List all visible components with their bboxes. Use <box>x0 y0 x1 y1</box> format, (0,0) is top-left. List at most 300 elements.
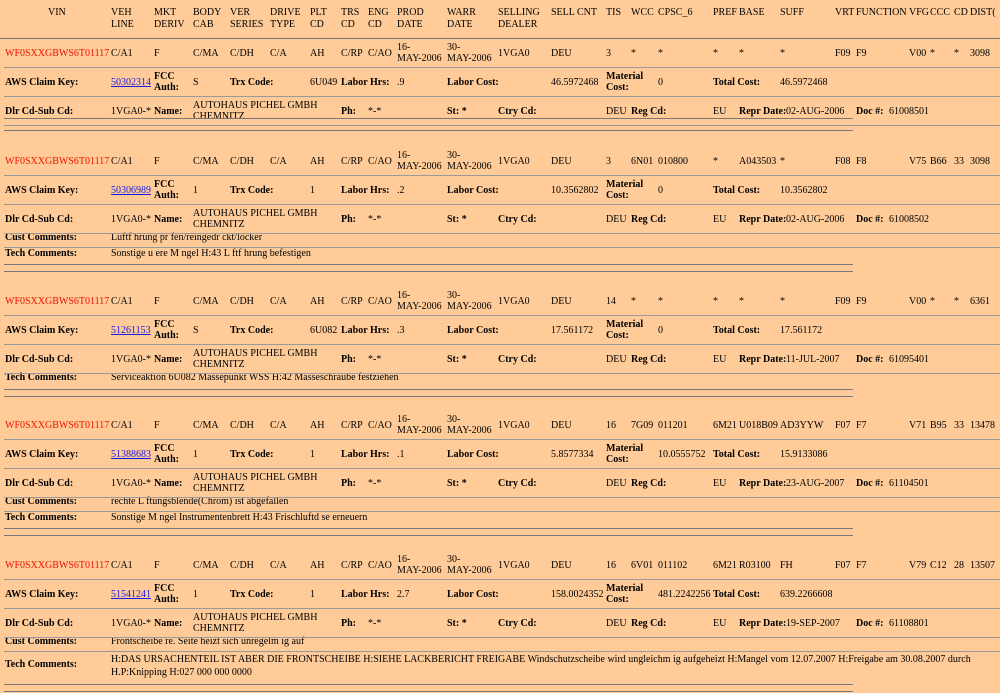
header-drive-type: DRIVE TYPE <box>270 7 301 30</box>
plt-cd-value: AH <box>310 296 325 307</box>
ph-label: Ph: <box>341 354 356 365</box>
vrt-value: F09 <box>835 296 851 307</box>
header-suff: SUFF <box>780 7 804 18</box>
record-separator <box>4 535 853 536</box>
trx-code-label: Trx Code: <box>230 449 274 460</box>
material-cost-value: 0 <box>658 185 663 196</box>
tech-comments-value: Serviceaktion 6U082 Massepunkt WSS H:42 Masseschraube festziehen <box>111 372 399 383</box>
trx-code-label: Trx Code: <box>230 77 274 88</box>
st-label: St: * <box>447 106 467 117</box>
name-label: Name: <box>154 214 183 225</box>
record-separator <box>4 271 853 272</box>
trx-code-label: Trx Code: <box>230 325 274 336</box>
ctry-cd-label: Ctry Cd: <box>498 478 537 489</box>
tis-value: 3 <box>606 48 611 59</box>
veh-line-value: C/A1 <box>111 156 133 167</box>
dlr-cd-sub-cd-label: Dlr Cd-Sub Cd: <box>5 478 74 489</box>
ccc-value: B66 <box>930 156 947 167</box>
claim-key-link[interactable]: 51261153 <box>111 325 151 336</box>
tech-comments-value: Sonstige M ngel Instrumentenbrett H:43 Frischluftd se erneuern <box>111 512 368 523</box>
suff-value: AD3YYW <box>780 420 824 431</box>
fcc-auth-label: FCC Auth: <box>154 71 180 93</box>
drive-type-value: C/A <box>270 560 287 571</box>
aws-claim-key-label: AWS Claim Key: <box>5 449 79 460</box>
sell-cnt-value: DEU <box>551 420 572 431</box>
doc-label: Doc #: <box>856 214 884 225</box>
repr-date-label: Repr Date: <box>739 214 787 225</box>
ph-value: *-* <box>368 214 382 225</box>
trs-cd-value: C/RP <box>341 420 363 431</box>
drive-type-value: C/A <box>270 156 287 167</box>
vfg-value: V71 <box>909 420 927 431</box>
warr-date-value: 30- MAY-2006 <box>447 554 492 576</box>
tech-comments-label: Tech Comments: <box>5 248 78 259</box>
total-cost-value: 10.3562802 <box>780 185 828 196</box>
fcc-auth-value: 1 <box>193 185 198 196</box>
fcc-auth-label: FCC Auth: <box>154 319 180 341</box>
total-cost-label: Total Cost: <box>713 77 761 88</box>
st-label: St: * <box>447 618 467 629</box>
header-plt-cd: PLT CD <box>310 7 327 30</box>
mkt-deriv-value: F <box>154 420 160 431</box>
mkt-deriv-value: F <box>154 48 160 59</box>
cust-comments-label: Cust Comments: <box>5 496 77 507</box>
dealer-name-value: AUTOHAUS PICHEL GMBH CHEMNITZ <box>193 472 318 494</box>
st-label: St: * <box>447 354 467 365</box>
aws-claim-key-label: AWS Claim Key: <box>5 185 79 196</box>
st-label: St: * <box>447 478 467 489</box>
wcc-value: * <box>631 48 636 59</box>
row-divider <box>4 439 1000 440</box>
veh-line-value: C/A1 <box>111 48 133 59</box>
material-cost-label: Material Cost: <box>606 319 644 341</box>
function-value: F9 <box>856 296 867 307</box>
name-label: Name: <box>154 618 183 629</box>
vin-value: WF0SXXGBWS6T01117 <box>5 560 110 571</box>
trx-code-value: 1 <box>310 589 315 600</box>
body-cab-value: C/MA <box>193 560 219 571</box>
cd-value: 33 <box>954 420 964 431</box>
trs-cd-value: C/RP <box>341 48 363 59</box>
header-warr-date: WARR DATE <box>447 7 476 30</box>
vrt-value: F08 <box>835 156 851 167</box>
row-divider <box>4 125 1000 126</box>
ctry-cd-value: DEU <box>606 478 627 489</box>
aws-claim-key-label: AWS Claim Key: <box>5 77 79 88</box>
vin-value: WF0SXXGBWS6T01117 <box>5 296 110 307</box>
aws-claim-key-label: AWS Claim Key: <box>5 589 79 600</box>
material-cost-value: 0 <box>658 77 663 88</box>
claim-key-link[interactable]: 51388683 <box>111 449 151 460</box>
sell-cnt-value: DEU <box>551 296 572 307</box>
row-divider <box>4 175 1000 176</box>
drive-type-value: C/A <box>270 48 287 59</box>
wcc-value: 6V01 <box>631 560 654 571</box>
header-dist: DIST( <box>970 7 996 18</box>
total-cost-value: 46.5972468 <box>780 77 828 88</box>
record-separator <box>4 684 853 685</box>
fcc-auth-value: 1 <box>193 589 198 600</box>
dealer-name-value: AUTOHAUS PICHEL GMBH CHEMNITZ <box>193 100 318 122</box>
cpsc-value: * <box>658 296 663 307</box>
doc-label: Doc #: <box>856 618 884 629</box>
ccc-value: * <box>930 296 935 307</box>
record-separator <box>4 691 853 692</box>
row-divider <box>4 247 1000 248</box>
header-base: BASE <box>739 7 765 18</box>
labor-hrs-label: Labor Hrs: <box>341 449 390 460</box>
dlr-cd-sub-cd-label: Dlr Cd-Sub Cd: <box>5 214 74 225</box>
selling-dealer-value: 1VGA0 <box>498 296 530 307</box>
header-mkt-deriv: MKT DERIV <box>154 7 185 30</box>
dist-value: 3098 <box>970 156 990 167</box>
selling-dealer-value: 1VGA0 <box>498 560 530 571</box>
header-cd: CD <box>954 7 968 18</box>
record-separator <box>4 118 853 119</box>
vfg-value: V75 <box>909 156 927 167</box>
claim-key-link[interactable]: 51541241 <box>111 589 151 600</box>
labor-cost-label: Labor Cost: <box>447 449 499 460</box>
warr-date-value: 30- MAY-2006 <box>447 150 492 172</box>
prod-date-value: 16- MAY-2006 <box>397 554 442 576</box>
dlr-cd-sub-cd-label: Dlr Cd-Sub Cd: <box>5 106 74 117</box>
labor-hrs-label: Labor Hrs: <box>341 589 390 600</box>
trx-code-value: 1 <box>310 449 315 460</box>
material-cost-label: Material Cost: <box>606 71 644 93</box>
ph-label: Ph: <box>341 618 356 629</box>
material-cost-label: Material Cost: <box>606 583 644 605</box>
tech-comments-value: Sonstige u ere M ngel H:43 L ftf hrung befestigen <box>111 248 311 259</box>
name-label: Name: <box>154 106 183 117</box>
header-ccc: CCC <box>930 7 951 18</box>
ver-series-value: C/DH <box>230 156 254 167</box>
doc-value: 61008501 <box>889 106 929 117</box>
cd-value: * <box>954 48 959 59</box>
cpsc-value: * <box>658 48 663 59</box>
dlr-cd-sub-cd-value: 1VGA0-* <box>111 478 151 489</box>
fcc-auth-value: 1 <box>193 449 198 460</box>
repr-date-value: 02-AUG-2006 <box>786 106 845 117</box>
warr-date-value: 30- MAY-2006 <box>447 414 492 436</box>
labor-cost-value: 158.0024352 <box>551 589 604 600</box>
base-value: U018B09 <box>739 420 778 431</box>
suff-value: * <box>780 48 785 59</box>
sell-cnt-value: DEU <box>551 48 572 59</box>
suff-value: FH <box>780 560 793 571</box>
body-cab-value: C/MA <box>193 420 219 431</box>
ver-series-value: C/DH <box>230 560 254 571</box>
record-separator <box>4 396 853 397</box>
body-cab-value: C/MA <box>193 156 219 167</box>
record-separator <box>4 264 853 265</box>
tis-value: 3 <box>606 156 611 167</box>
header-wcc: WCC <box>631 7 654 18</box>
ctry-cd-value: DEU <box>606 106 627 117</box>
dlr-cd-sub-cd-label: Dlr Cd-Sub Cd: <box>5 618 74 629</box>
mkt-deriv-value: F <box>154 296 160 307</box>
header-trs-cd: TRS CD <box>341 7 360 30</box>
name-label: Name: <box>154 478 183 489</box>
wcc-value: * <box>631 296 636 307</box>
labor-hrs-label: Labor Hrs: <box>341 77 390 88</box>
plt-cd-value: AH <box>310 420 325 431</box>
row-divider <box>4 67 1000 68</box>
plt-cd-value: AH <box>310 156 325 167</box>
ctry-cd-label: Ctry Cd: <box>498 214 537 225</box>
labor-cost-label: Labor Cost: <box>447 185 499 196</box>
trx-code-label: Trx Code: <box>230 589 274 600</box>
dlr-cd-sub-cd-value: 1VGA0-* <box>111 106 151 117</box>
reg-cd-value: EU <box>713 106 727 117</box>
ccc-value: * <box>930 48 935 59</box>
name-label: Name: <box>154 354 183 365</box>
wcc-value: 6N01 <box>631 156 654 167</box>
total-cost-label: Total Cost: <box>713 185 761 196</box>
vin-value: WF0SXXGBWS6T01117 <box>5 420 110 431</box>
repr-date-label: Repr Date: <box>739 618 787 629</box>
total-cost-value: 17.561172 <box>780 325 823 336</box>
labor-cost-label: Labor Cost: <box>447 589 499 600</box>
tech-comments-label: Tech Comments: <box>5 372 78 383</box>
repr-date-value: 11-JUL-2007 <box>786 354 840 365</box>
plt-cd-value: AH <box>310 560 325 571</box>
reg-cd-label: Reg Cd: <box>631 106 667 117</box>
claim-key-link[interactable]: 50302314 <box>111 77 151 88</box>
header-vrt: VRT <box>835 7 855 18</box>
repr-date-label: Repr Date: <box>739 354 787 365</box>
mkt-deriv-value: F <box>154 560 160 571</box>
material-cost-value: 0 <box>658 325 663 336</box>
ph-label: Ph: <box>341 214 356 225</box>
vfg-value: V00 <box>909 48 927 59</box>
fcc-auth-label: FCC Auth: <box>154 443 180 465</box>
labor-hrs-value: .2 <box>397 185 405 196</box>
repr-date-value: 19-SEP-2007 <box>786 618 840 629</box>
cust-comments-label: Cust Comments: <box>5 636 77 647</box>
row-divider <box>4 608 1000 609</box>
eng-cd-value: C/AO <box>368 156 392 167</box>
repr-date-label: Repr Date: <box>739 106 787 117</box>
eng-cd-value: C/AO <box>368 560 392 571</box>
reg-cd-value: EU <box>713 354 727 365</box>
selling-dealer-value: 1VGA0 <box>498 156 530 167</box>
prod-date-value: 16- MAY-2006 <box>397 42 442 64</box>
row-divider <box>4 233 1000 234</box>
repr-date-label: Repr Date: <box>739 478 787 489</box>
mkt-deriv-value: F <box>154 156 160 167</box>
row-divider <box>4 511 1000 512</box>
vin-value: WF0SXXGBWS6T01117 <box>5 48 110 59</box>
claim-key-link[interactable]: 50306989 <box>111 185 151 196</box>
fcc-auth-value: S <box>193 325 199 336</box>
ccc-value: C12 <box>930 560 947 571</box>
selling-dealer-value: 1VGA0 <box>498 48 530 59</box>
ctry-cd-value: DEU <box>606 214 627 225</box>
header-vin: VIN <box>48 7 66 18</box>
cust-comments-value: Frontscheibe re. Seite heizt sich unregelm ig auf <box>111 636 305 647</box>
body-cab-value: C/MA <box>193 48 219 59</box>
ctry-cd-value: DEU <box>606 354 627 365</box>
ver-series-value: C/DH <box>230 420 254 431</box>
pref-value: * <box>713 48 718 59</box>
header-veh-line: VEH LINE <box>111 7 134 30</box>
fcc-auth-label: FCC Auth: <box>154 179 180 201</box>
dlr-cd-sub-cd-value: 1VGA0-* <box>111 354 151 365</box>
labor-cost-value: 5.8577334 <box>551 449 594 460</box>
ctry-cd-value: DEU <box>606 618 627 629</box>
plt-cd-value: AH <box>310 48 325 59</box>
prod-date-value: 16- MAY-2006 <box>397 290 442 312</box>
cust-comments-value: Luftf hrung pr fen/reingedr ckt/locker <box>111 232 263 243</box>
cpsc-value: 011201 <box>658 420 688 431</box>
repr-date-value: 23-AUG-2007 <box>786 478 845 489</box>
drive-type-value: C/A <box>270 420 287 431</box>
labor-cost-label: Labor Cost: <box>447 77 499 88</box>
header-pref: PREF <box>713 7 737 18</box>
dealer-name-value: AUTOHAUS PICHEL GMBH CHEMNITZ <box>193 612 318 634</box>
dealer-name-value: AUTOHAUS PICHEL GMBH CHEMNITZ <box>193 208 318 230</box>
base-value: * <box>739 48 744 59</box>
vin-value: WF0SXXGBWS6T01117 <box>5 156 110 167</box>
trx-code-label: Trx Code: <box>230 185 274 196</box>
row-divider <box>4 204 1000 205</box>
labor-cost-value: 10.3562802 <box>551 185 599 196</box>
ctry-cd-label: Ctry Cd: <box>498 618 537 629</box>
material-cost-label: Material Cost: <box>606 179 644 201</box>
labor-cost-value: 17.561172 <box>551 325 594 336</box>
reg-cd-label: Reg Cd: <box>631 478 667 489</box>
eng-cd-value: C/AO <box>368 420 392 431</box>
wcc-value: 7G09 <box>631 420 654 431</box>
veh-line-value: C/A1 <box>111 420 133 431</box>
base-value: * <box>739 296 744 307</box>
eng-cd-value: C/AO <box>368 48 392 59</box>
veh-line-value: C/A1 <box>111 296 133 307</box>
tech-comments-value: H:DAS URSACHENTEIL IST ABER DIE FRONTSCHEIBE H:SIEHE LACKBERICHT FREIGABE Windschutzscheibe wird ungleichm ig aufgeheizt H:Mangel vom 12.07.2007 H:Freigabe am 30.08.2007 durch H.P:Knipping H:027 000 000 0000 <box>111 654 971 678</box>
cd-value: 28 <box>954 560 964 571</box>
record-separator <box>4 389 853 390</box>
pref-value: 6M21 <box>713 420 737 431</box>
record-separator <box>4 130 853 131</box>
veh-line-value: C/A1 <box>111 560 133 571</box>
header-selling-dealer: SELLING DEALER <box>498 7 540 30</box>
prod-date-value: 16- MAY-2006 <box>397 414 442 436</box>
ver-series-value: C/DH <box>230 296 254 307</box>
material-cost-label: Material Cost: <box>606 443 644 465</box>
tech-comments-label: Tech Comments: <box>5 512 78 523</box>
reg-cd-value: EU <box>713 214 727 225</box>
reg-cd-label: Reg Cd: <box>631 354 667 365</box>
repr-date-value: 02-AUG-2006 <box>786 214 845 225</box>
total-cost-label: Total Cost: <box>713 325 761 336</box>
ph-value: *-* <box>368 354 382 365</box>
trs-cd-value: C/RP <box>341 296 363 307</box>
trx-code-value: 1 <box>310 185 315 196</box>
header-sell-cnt: SELL CNT <box>551 7 598 18</box>
doc-label: Doc #: <box>856 478 884 489</box>
labor-hrs-value: .1 <box>397 449 405 460</box>
cd-value: * <box>954 296 959 307</box>
cpsc-value: 010800 <box>658 156 688 167</box>
selling-dealer-value: 1VGA0 <box>498 420 530 431</box>
base-value: A043503 <box>739 156 777 167</box>
header-tis: TIS <box>606 7 621 18</box>
tis-value: 14 <box>606 296 616 307</box>
reg-cd-value: EU <box>713 478 727 489</box>
ph-value: *-* <box>368 478 382 489</box>
dist-value: 13478 <box>970 420 995 431</box>
header-cpsc-6: CPSC_6 <box>658 7 693 18</box>
vfg-value: V00 <box>909 296 927 307</box>
header-function: FUNCTION <box>856 7 907 18</box>
ver-series-value: C/DH <box>230 48 254 59</box>
row-divider <box>4 373 1000 374</box>
row-divider <box>4 315 1000 316</box>
row-divider <box>4 468 1000 469</box>
total-cost-label: Total Cost: <box>713 449 761 460</box>
row-divider <box>4 497 1000 498</box>
ph-label: Ph: <box>341 478 356 489</box>
header-vfg: VFG <box>909 7 930 18</box>
dealer-name-value: AUTOHAUS PICHEL GMBH CHEMNITZ <box>193 348 318 370</box>
dist-value: 3098 <box>970 48 990 59</box>
cd-value: 33 <box>954 156 964 167</box>
column-header-row <box>0 0 1000 39</box>
drive-type-value: C/A <box>270 296 287 307</box>
st-label: St: * <box>447 214 467 225</box>
doc-value: 61095401 <box>889 354 929 365</box>
cust-comments-value: rechte L ftungsblende(Chrom) ist abgefallen <box>111 496 289 507</box>
doc-label: Doc #: <box>856 354 884 365</box>
vrt-value: F09 <box>835 48 851 59</box>
total-cost-value: 15.9133086 <box>780 449 828 460</box>
ctry-cd-label: Ctry Cd: <box>498 106 537 117</box>
trs-cd-value: C/RP <box>341 156 363 167</box>
ccc-value: B95 <box>930 420 947 431</box>
labor-hrs-value: .3 <box>397 325 405 336</box>
row-divider <box>4 344 1000 345</box>
reg-cd-label: Reg Cd: <box>631 214 667 225</box>
suff-value: * <box>780 156 785 167</box>
pref-value: 6M21 <box>713 560 737 571</box>
trx-code-value: 6U049 <box>310 77 338 88</box>
labor-cost-label: Labor Cost: <box>447 325 499 336</box>
fcc-auth-value: S <box>193 77 199 88</box>
total-cost-value: 639.2266608 <box>780 589 833 600</box>
header-prod-date: PROD DATE <box>397 7 424 30</box>
labor-hrs-label: Labor Hrs: <box>341 325 390 336</box>
pref-value: * <box>713 156 718 167</box>
eng-cd-value: C/AO <box>368 296 392 307</box>
header-body-cab: BODY CAB <box>193 7 222 30</box>
header-eng-cd: ENG CD <box>368 7 389 30</box>
record-separator <box>4 528 853 529</box>
warr-date-value: 30- MAY-2006 <box>447 290 492 312</box>
dist-value: 13507 <box>970 560 995 571</box>
labor-cost-value: 46.5972468 <box>551 77 599 88</box>
trx-code-value: 6U082 <box>310 325 338 336</box>
function-value: F7 <box>856 560 867 571</box>
material-cost-value: 481.2242256 <box>658 589 711 600</box>
ph-label: Ph: <box>341 106 356 117</box>
function-value: F8 <box>856 156 867 167</box>
prod-date-value: 16- MAY-2006 <box>397 150 442 172</box>
sell-cnt-value: DEU <box>551 560 572 571</box>
doc-value: 61008502 <box>889 214 929 225</box>
aws-claim-key-label: AWS Claim Key: <box>5 325 79 336</box>
vrt-value: F07 <box>835 420 851 431</box>
dist-value: 6361 <box>970 296 990 307</box>
